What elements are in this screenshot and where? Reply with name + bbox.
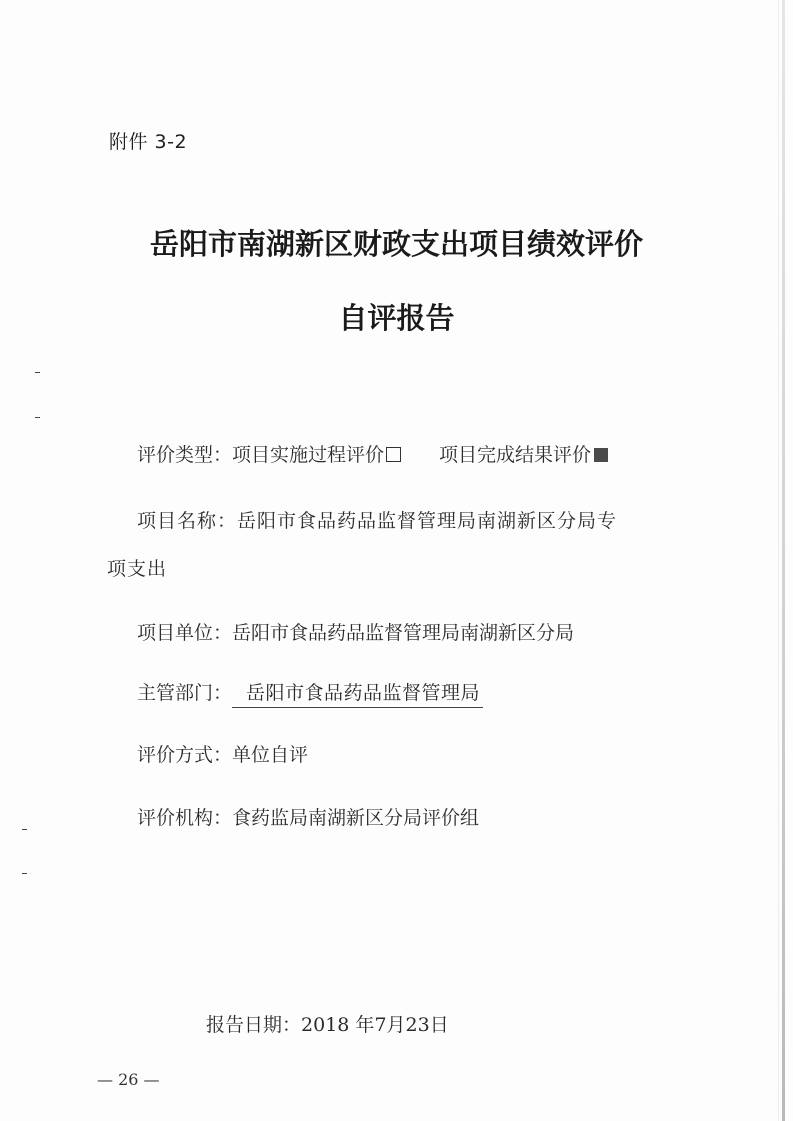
project-name-line2: 项支出 xyxy=(107,558,168,580)
report-title-line2: 自评报告 xyxy=(338,301,455,335)
evaluation-method-value: 单位自评 xyxy=(232,744,309,766)
project-unit-label: 项目单位： xyxy=(137,622,233,644)
report-date-month-unit: 月 xyxy=(386,1014,406,1036)
project-unit-row xyxy=(137,618,574,645)
scan-mark xyxy=(35,372,40,373)
scan-edge xyxy=(782,0,785,1121)
project-unit-value: 岳阳市食品药品监督管理局南湖新区分局 xyxy=(232,622,575,644)
report-title-line1: 岳阳市南湖新区财政支出项目绩效评价 xyxy=(149,227,643,261)
report-date-month: 7 xyxy=(374,1014,387,1036)
evaluation-org-row xyxy=(137,803,479,830)
project-name-line1: 项目名称：岳阳市食品药品监督管理局南湖新区分局专 xyxy=(137,510,618,532)
competent-department-value: 岳阳市食品药品监督管理局 xyxy=(232,678,483,708)
evaluation-type-option2: 项目完成结果评价 xyxy=(439,444,592,466)
competent-department-label: 主管部门： xyxy=(137,682,233,704)
evaluation-type-row xyxy=(137,440,608,467)
report-date-day: 23 xyxy=(405,1014,430,1036)
report-date-label: 报告日期： xyxy=(206,1014,302,1036)
scan-mark xyxy=(22,829,27,830)
report-date-year-unit: 年 xyxy=(355,1014,375,1036)
scan-edge-shadow xyxy=(778,0,779,1121)
competent-department-row xyxy=(137,678,483,708)
scan-mark xyxy=(35,417,40,418)
report-date-year: 2018 xyxy=(301,1014,350,1036)
evaluation-org-label: 评价机构： xyxy=(137,807,233,829)
evaluation-method-row xyxy=(137,740,308,767)
evaluation-type-option1: 项目实施过程评价 xyxy=(232,444,385,466)
scan-mark xyxy=(22,873,27,874)
evaluation-type-label: 评价类型： xyxy=(137,444,233,466)
checked-box-icon xyxy=(594,448,608,462)
evaluation-method-label: 评价方式： xyxy=(137,744,233,766)
report-date xyxy=(206,1010,449,1037)
unchecked-box-icon xyxy=(386,447,401,462)
report-date-day-unit: 日 xyxy=(429,1014,449,1036)
evaluation-org-value: 食药监局南湖新区分局评价组 xyxy=(232,807,480,829)
page-number: — 26 — xyxy=(97,1070,160,1089)
attachment-label: 附件 3-2 xyxy=(109,131,188,153)
